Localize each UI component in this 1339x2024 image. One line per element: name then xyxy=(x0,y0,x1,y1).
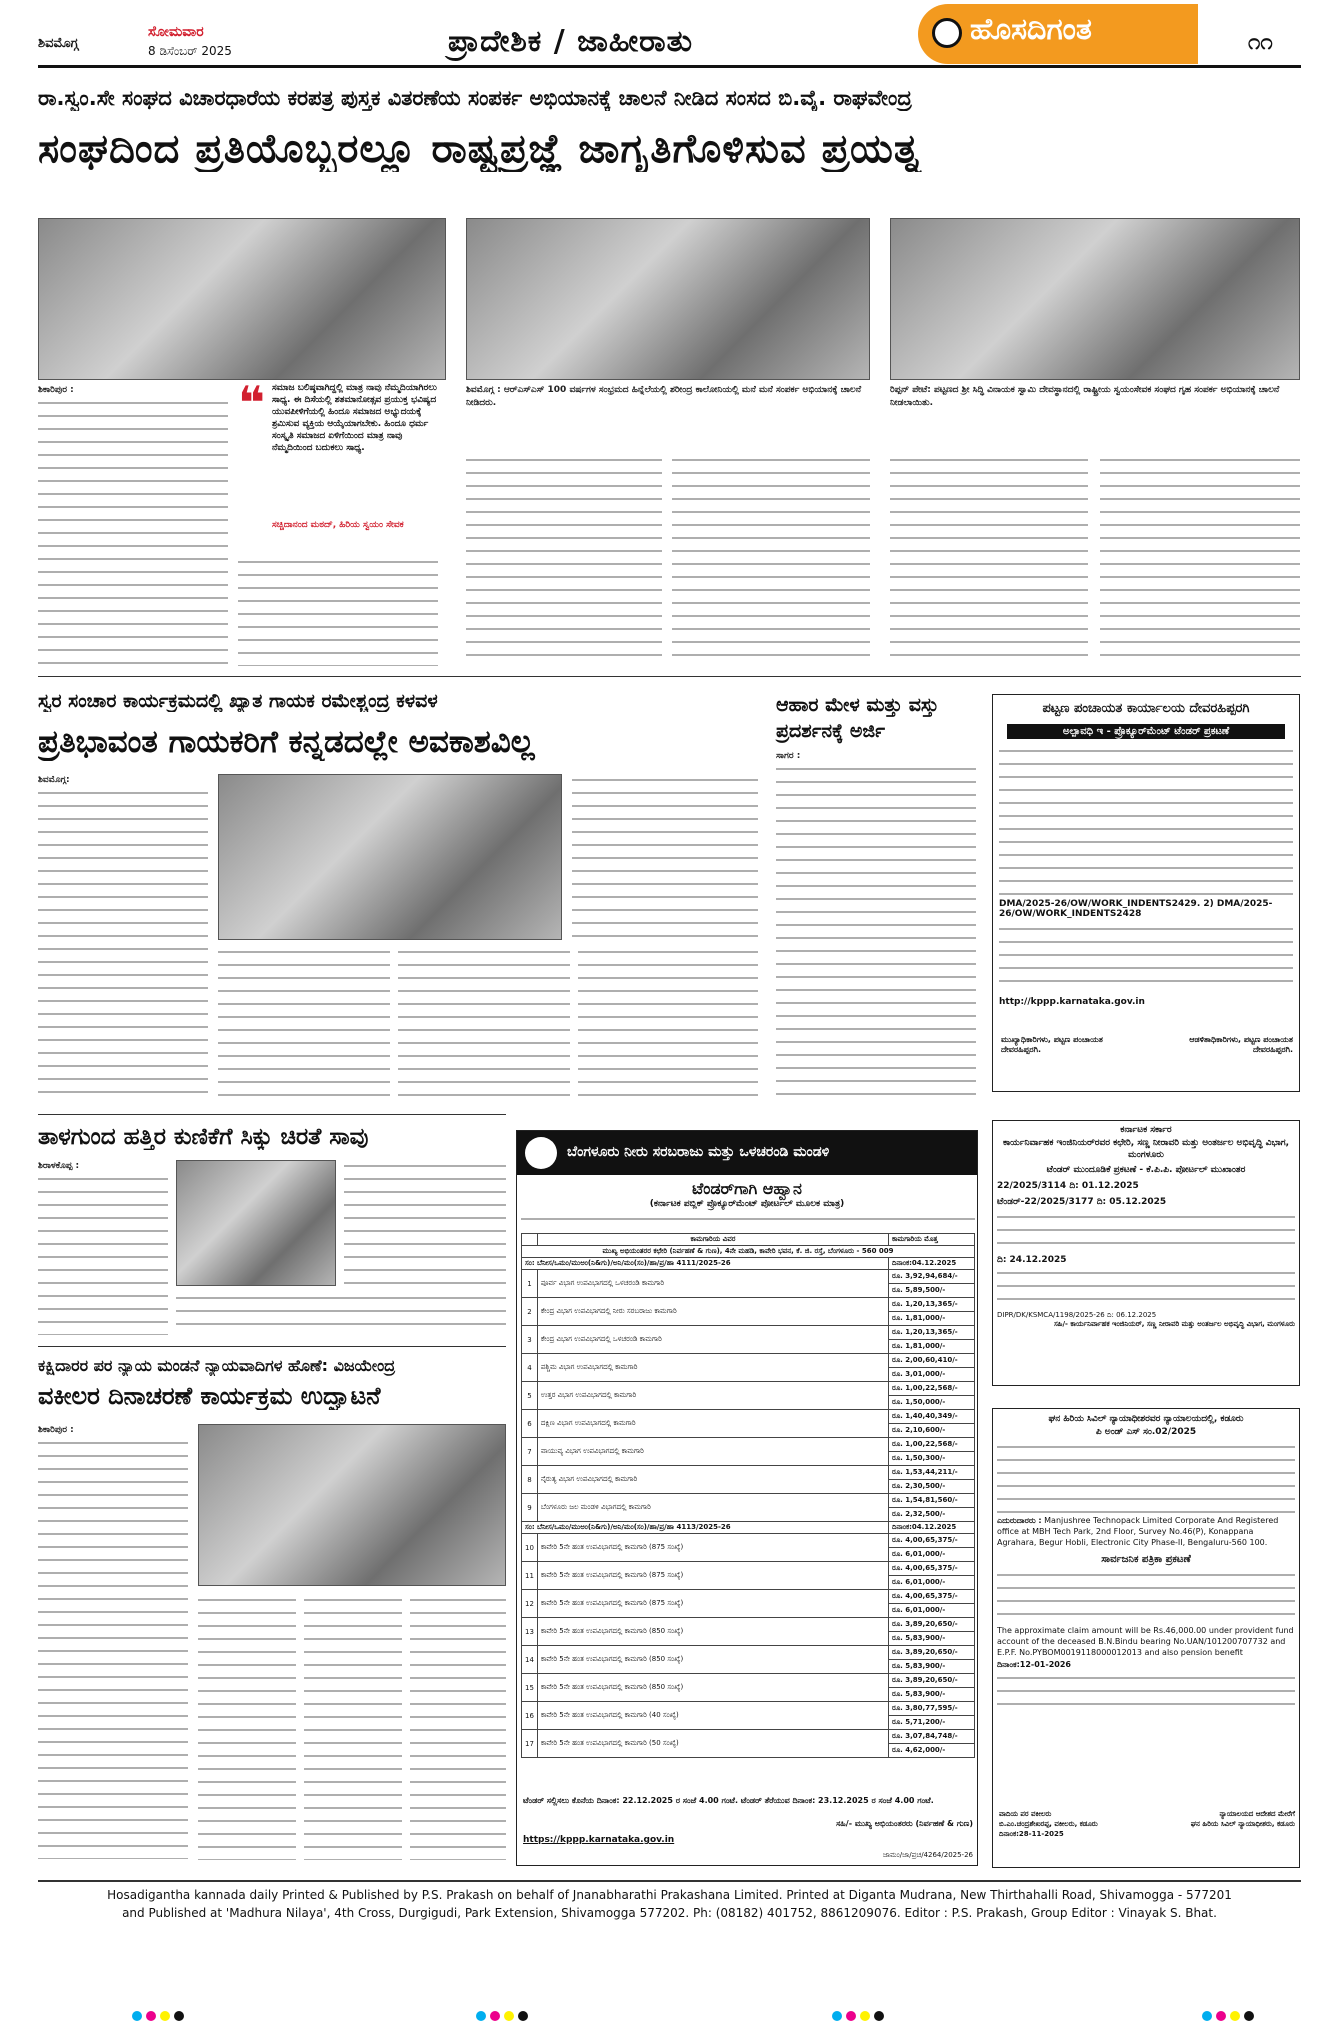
row-emd: ರೂ. 5,83,900/- xyxy=(889,1632,975,1646)
row-description: ದಕ್ಷಿಣ ವಿಭಾಗ ಉಪವಿಭಾಗದಲ್ಲಿ ಕಾಮಗಾರಿ xyxy=(537,1410,888,1438)
row-emd: ರೂ. 5,71,200/- xyxy=(889,1716,975,1730)
court-sign-left-name: ಬಿ.ಎಂ.ಚಂದ್ರಶೇಖರಪ್ಪ, ವಕೀಲರು, ಕಡೂರು xyxy=(999,1820,1098,1828)
govt-office: ಕಾರ್ಯನಿರ್ವಾಹಕ ಇಂಜಿನಿಯರ್‌ರವರ ಕಛೇರಿ, ಸಣ್ಣ ನೀರಾವರಿ ಮತ್ತು ಅಂತರ್ಜಲ ಅಭಿವೃದ್ಧಿ ವಿಭಾಗ, ಮಂಗಳೂರು xyxy=(1002,1138,1290,1160)
court-sign-left xyxy=(999,1809,1139,1839)
court-sign-left-date: ದಿನಾಂಕ:28-11-2025 xyxy=(999,1830,1064,1838)
row-amount: ರೂ. 1,53,44,211/- xyxy=(889,1466,975,1480)
row-description: ಕಾವೇರಿ 5ನೇ ಹಂತ ಉಪವಿಭಾಗದಲ್ಲಿ ಕಾಮಗಾರಿ (875 ಸಂಖ್ಯೆ) xyxy=(537,1590,888,1618)
singer-col4 xyxy=(398,946,570,1104)
row-amount: ರೂ. 3,07,84,748/- xyxy=(889,1730,975,1744)
bwssb-title: ಟೆಂಡರ್‌ಗಾಗಿ ಆಹ್ವಾನ xyxy=(692,1179,802,1198)
tender-notice-sign-left: ಮುಖ್ಯಾಧಿಕಾರಿಗಳು, ಪಟ್ಟಣ ಪಂಚಾಯತ ದೇವರಹಿಪ್ಪರಗಿ. xyxy=(1001,1035,1103,1054)
quote-mark-icon: ❝ xyxy=(238,376,265,430)
row-emd: ರೂ. 5,89,500/- xyxy=(889,1284,975,1298)
tender-notice-subtitle: ಅಲ್ಪಾವಧಿ ಇ - ಪ್ರೊಕ್ಯೂರ್‌ಮೆಂಟ್ ಟೆಂಡರ್ ಪ್ರಕಟಣೆ xyxy=(1007,724,1285,739)
table-row xyxy=(522,1674,975,1688)
row-amount: ರೂ. 4,00,65,375/- xyxy=(889,1590,975,1604)
court-sign-right-name: ಘನ ಹಿರಿಯ ಸಿವಿಲ್ ನ್ಯಾಯಾಧೀಶರು, ಕಡೂರು xyxy=(1190,1820,1295,1828)
lead-photo-left xyxy=(38,218,446,380)
page-number: ೧೧ xyxy=(1248,30,1273,55)
row-description: ಕಾವೇರಿ 5ನೇ ಹಂತ ಉಪವಿಭಾಗದಲ್ಲಿ ಕಾಮಗಾರಿ (875 ಸಂಖ್ಯೆ) xyxy=(537,1534,888,1562)
bwssb-office: ಮುಖ್ಯ ಅಭಿಯಂತರರ ಕಛೇರಿ (ನಿರ್ವಹಣೆ & ಗುಣ), 4ನೇ ಮಹಡಿ, ಕಾವೇರಿ ಭವನ, ಕೆ. ಜಿ. ರಸ್ತೆ, ಬೆಂಗಳೂರು - 560 009 xyxy=(522,1246,975,1258)
lawyers-col1 xyxy=(38,1424,188,1860)
table-group-row xyxy=(522,1522,975,1534)
table-row xyxy=(522,1326,975,1340)
bwssb-emblem-icon xyxy=(525,1137,557,1169)
lead-quote-author: ಸಚ್ಚಿದಾನಂದ ಮಠದ್, ಹಿರಿಯ ಸ್ವಯಂ ಸೇವಕ xyxy=(272,520,404,530)
court-name: ಘನ ಹಿರಿಯ ಸಿವಿಲ್ ನ್ಯಾಯಾಧೀಶರವರ ನ್ಯಾಯಾಲಯದಲ್ಲಿ, ಕಡೂರು xyxy=(1048,1414,1244,1424)
row-number: 6 xyxy=(522,1410,538,1438)
row-number: 5 xyxy=(522,1382,538,1410)
row-amount: ರೂ. 1,54,81,560/- xyxy=(889,1494,975,1508)
row-emd: ರೂ. 6,01,000/- xyxy=(889,1604,975,1618)
lawyers-dateline: ಶಿಕಾರಿಪುರ : xyxy=(38,1425,74,1435)
row-amount: ರೂ. 1,20,13,365/- xyxy=(889,1298,975,1312)
table-row xyxy=(522,1534,975,1548)
row-amount: ರೂ. 1,40,40,349/- xyxy=(889,1410,975,1424)
day-label: ಸೋಮವಾರ xyxy=(148,24,204,40)
singer-kicker: ಸ್ವರ ಸಂಚಾರ ಕಾರ್ಯಕ್ರಮದಲ್ಲಿ ಖ್ಯಾತ ಗಾಯಕ ರಮೇಶ್ಚಂದ್ರ ಕಳವಳ xyxy=(38,690,438,712)
logo-emblem-icon xyxy=(932,18,962,48)
group-date: ದಿನಾಂಕ:04.12.2025 xyxy=(889,1522,975,1534)
row-amount: ರೂ. 3,92,94,684/- xyxy=(889,1270,975,1284)
row-emd: ರೂ. 3,01,000/- xyxy=(889,1368,975,1382)
registration-marks xyxy=(474,2006,530,2024)
food-headline: ಆಹಾರ ಮೇಳ ಮತ್ತು ವಸ್ತು ಪ್ರದರ್ಶನಕ್ಕೆ ಅರ್ಜಿ xyxy=(776,694,939,742)
bwssb-header xyxy=(517,1131,977,1175)
row-description: ಉತ್ತರ ವಿಭಾಗ ಉಪವಿಭಾಗದಲ್ಲಿ ಕಾಮಗಾರಿ xyxy=(537,1382,888,1410)
row-description: ಕಾವೇರಿ 5ನೇ ಹಂತ ಉಪವಿಭಾಗದಲ್ಲಿ ಕಾಮಗಾರಿ (875 ಸಂಖ್ಯೆ) xyxy=(537,1562,888,1590)
row-description: ನೈರುತ್ಯ ವಿಭಾಗ ಉಪವಿಭಾಗದಲ್ಲಿ ಕಾಮಗಾರಿ xyxy=(537,1466,888,1494)
govt-ref-code: DIPR/DK/KSMCA/1198/2025-26 ದಿ: 06.12.2025 xyxy=(997,1311,1157,1319)
row-amount: ರೂ. 1,20,13,365/- xyxy=(889,1326,975,1340)
row-description: ಕೇಂದ್ರ ವಿಭಾಗ ಉಪವಿಭಾಗದಲ್ಲಿ ಒಳಚರಂಡಿ ಕಾಮಗಾರಿ xyxy=(537,1326,888,1354)
divider xyxy=(38,1114,506,1115)
govt-ref1: 22/2025/3114 ದಿ: 01.12.2025 xyxy=(997,1181,1139,1191)
bwssb-deadline: ಟೆಂಡರ್ ಸಲ್ಲಿಸಲು ಕೊನೆಯ ದಿನಾಂಕ: 22.12.2025 ರ ಸಂಜೆ 4.00 ಗಂಟೆ. ಟೆಂಡರ್ ತೆರೆಯುವ ದಿನಾಂಕ: 23.12.2025 ರ ಸಂಜೆ 4.00 ಗಂಟೆ. xyxy=(523,1796,934,1805)
tender-notice-portal[interactable]: http://kppp.karnataka.gov.in xyxy=(999,997,1145,1007)
lead-col4 xyxy=(672,454,870,666)
govt-signature: ಸಹಿ/- ಕಾರ್ಯನಿರ್ವಾಹಕ ಇಂಜಿನಿಯರ್, ಸಣ್ಣ ನೀರಾವರಿ ಮತ್ತು ಅಂತರ್ಜಲ ಅಭಿವೃದ್ಧಿ ವಿಭಾಗ, ಮಂಗಳೂರು xyxy=(1053,1320,1295,1328)
imprint-line1: Hosadigantha kannada daily Printed & Published by P.S. Prakash on behalf of Jnanabharathi Prakashana Limited. Printed at Diganta Mudrana, New Thirthahalli Road, Shivamogga - 577201 xyxy=(107,1888,1232,1902)
row-emd: ರೂ. 5,83,900/- xyxy=(889,1660,975,1674)
row-amount: ರೂ. 3,89,20,650/- xyxy=(889,1646,975,1660)
row-description: ಕಾವೇರಿ 5ನೇ ಹಂತ ಉಪವಿಭಾಗದಲ್ಲಿ ಕಾಮಗಾರಿ (850 ಸಂಖ್ಯೆ) xyxy=(537,1618,888,1646)
tender-notice-refs: DMA/2025-26/OW/WORK_INDENTS2429. 2) DMA/2025-26/OW/WORK_INDENTS2428 xyxy=(999,899,1273,919)
row-description: ಪಶ್ಚಿಮ ವಿಭಾಗ ಉಪವಿಭಾಗದಲ್ಲಿ ಕಾಮಗಾರಿ xyxy=(537,1354,888,1382)
group-ref: ಸಂ: ಬೆನೀಸ/ಒಮಂ/ಮುಅಂ(ನಿ&ಗು)/ಅನಿ/ಮಂ(ಸಂ)/ಹಾ/ಪ್ರ/ಹಾ 4113/2025-26 xyxy=(522,1522,889,1534)
row-amount: ರೂ. 3,89,20,650/- xyxy=(889,1618,975,1632)
leopard-dateline: ಶಿರಾಳಕೊಪ್ಪ : xyxy=(38,1161,80,1171)
row-description: ಕಾವೇರಿ 5ನೇ ಹಂತ ಉಪವಿಭಾಗದಲ್ಲಿ ಕಾಮಗಾರಿ (40 ಸಂಖ್ಯೆ) xyxy=(537,1702,888,1730)
govt-org: ಕರ್ನಾಟಕ ಸರ್ಕಾರ xyxy=(1120,1125,1172,1135)
court-claim: The approximate claim amount will be Rs.46,000.00 under provident fund account of the deceased B.N.Bindu bearing No.UAN/101200707732 and E.P.F. No.PYBOM0019118000012013 and also pension benefit xyxy=(997,1626,1294,1657)
row-description: ಕಾವೇರಿ 5ನೇ ಹಂತ ಉಪವಿಭಾಗದಲ್ಲಿ ಕಾಮಗಾರಿ (850 ಸಂಖ್ಯೆ) xyxy=(537,1674,888,1702)
table-row xyxy=(522,1590,975,1604)
row-amount: ರೂ. 1,00,22,568/- xyxy=(889,1382,975,1396)
lead-col2 xyxy=(238,556,438,666)
registration-marks xyxy=(130,2006,186,2024)
row-number: 11 xyxy=(522,1562,538,1590)
singer-headline: ಪ್ರತಿಭಾವಂತ ಗಾಯಕರಿಗೆ ಕನ್ನಡದಲ್ಲೇ ಅವಕಾಶವಿಲ್ಲ xyxy=(38,724,535,760)
date-label: 8 ಡಿಸೆಂಬರ್ 2025 xyxy=(148,44,232,58)
row-description: ಬೆಂಗಳೂರು ಜಲ ಮಂಡಳಿ ವಿಭಾಗದಲ್ಲಿ ಕಾಮಗಾರಿ xyxy=(537,1494,888,1522)
row-emd: ರೂ. 1,50,000/- xyxy=(889,1396,975,1410)
table-row xyxy=(522,1562,975,1576)
lead-dateline: ಶಿಕಾರಿಪುರ : xyxy=(38,385,74,395)
tender-notice xyxy=(992,694,1300,1092)
col-amount: ಕಾಮಗಾರಿಯ ಮೊತ್ತ xyxy=(889,1234,975,1246)
singer-dateline: ಶಿವಮೊಗ್ಗ: xyxy=(38,775,70,785)
row-emd: ರೂ. 2,10,600/- xyxy=(889,1424,975,1438)
row-number: 9 xyxy=(522,1494,538,1522)
row-emd: ರೂ. 6,01,000/- xyxy=(889,1548,975,1562)
leopard-col2 xyxy=(344,1160,506,1286)
govt-date-note: ದಿ: 24.12.2025 xyxy=(997,1255,1067,1265)
lawyers-kicker: ಕಕ್ಷಿದಾರರ ಪರ ನ್ಯಾಯ ಮಂಡನೆ ನ್ಯಾಯವಾದಿಗಳ ಹೊಣೆ: ವಿಜಯೇಂದ್ರ xyxy=(38,1356,396,1375)
bwssb-portal[interactable]: https://kppp.karnataka.gov.in xyxy=(523,1835,675,1845)
row-number: 10 xyxy=(522,1534,538,1562)
govt-title: ಟೆಂಡರ್ ಮುಂದೂಡಿಕೆ ಪ್ರಕಟಣೆ - ಕೆ.ಪಿ.ಪಿ. ಪೋರ್ಟಲ್ ಮುಖಾಂತರ xyxy=(1046,1165,1246,1175)
table-row xyxy=(522,1702,975,1716)
row-description: ಕಾವೇರಿ 5ನೇ ಹಂತ ಉಪವಿಭಾಗದಲ್ಲಿ ಕಾಮಗಾರಿ (50 ಸಂಖ್ಯೆ) xyxy=(537,1730,888,1758)
row-description: ವಾಯುವ್ಯ ವಿಭಾಗ ಉಪವಿಭಾಗದಲ್ಲಿ ಕಾಮಗಾರಿ xyxy=(537,1438,888,1466)
row-description: ಕಾವೇರಿ 5ನೇ ಹಂತ ಉಪವಿಭಾಗದಲ್ಲಿ ಕಾಮಗಾರಿ (850 ಸಂಖ್ಯೆ) xyxy=(537,1646,888,1674)
bwssb-subtitle: (ಕರ್ನಾಟಕ ಪಬ್ಲಿಕ್ ಪ್ರೊಕ್ಯೂರ್‌ಮೆಂಟ್ ಪೋರ್ಟಲ್ ಮೂಲಕ ಮಾತ್ರ) xyxy=(649,1199,845,1209)
table-row xyxy=(522,1270,975,1284)
lawyers-headline: ವಕೀಲರ ದಿನಾಚರಣೆ ಕಾರ್ಯಕ್ರಮ ಉದ್ಘಾಟನೆ xyxy=(38,1382,381,1410)
singer-col2 xyxy=(572,774,758,940)
group-ref: ಸಂ: ಬೆನೀಸ/ಒಮಂ/ಮುಅಂ(ನಿ&ಗು)/ಅನಿ/ಮಂ(ಸಂ)/ಹಾ/ಪ್ರ/ಹಾ 4111/2025-26 xyxy=(522,1258,889,1270)
lawyers-col4 xyxy=(410,1594,506,1860)
court-sign-left-title: ವಾದಿಯ ಪರ ವಕೀಲರು xyxy=(999,1810,1052,1818)
masthead xyxy=(38,12,1301,68)
paper-name: ಹೊಸದಿಗಂತ xyxy=(970,12,1092,47)
table-row xyxy=(522,1410,975,1424)
row-emd: ರೂ. 1,81,000/- xyxy=(889,1312,975,1326)
lawyers-photo xyxy=(198,1424,506,1586)
table-row xyxy=(522,1646,975,1660)
court-sign-right xyxy=(1149,1809,1295,1829)
row-number: 15 xyxy=(522,1674,538,1702)
row-amount: ರೂ. 4,00,65,375/- xyxy=(889,1534,975,1548)
row-number: 13 xyxy=(522,1618,538,1646)
lead-headline: ಸಂಘದಿಂದ ಪ್ರತಿಯೊಬ್ಬರಲ್ಲೂ ರಾಷ್ಟ್ರಪ್ರಜ್ಞೆ ಜಾಗೃತಿಗೊಳಿಸುವ ಪ್ರಯತ್ನ xyxy=(38,126,922,172)
bwssb-signature: ಸಹಿ/- ಮುಖ್ಯ ಅಭಿಯಂತರರು (ನಿರ್ವಹಣೆ & ಗುಣ) xyxy=(836,1819,973,1828)
place-label: ಶಿವಮೊಗ್ಗ xyxy=(38,36,79,51)
table-row xyxy=(522,1382,975,1396)
row-number: 12 xyxy=(522,1590,538,1618)
singer-col1 xyxy=(38,774,208,1104)
section-title: ಪ್ರಾದೇಶಿಕ / ಜಾಹೀರಾತು xyxy=(448,24,694,59)
lead-quote-box xyxy=(238,376,438,550)
row-amount: ರೂ. 3,80,77,595/- xyxy=(889,1702,975,1716)
bwssb-table xyxy=(521,1233,975,1758)
table-row xyxy=(522,1730,975,1744)
table-row xyxy=(522,1354,975,1368)
leopard-headline: ತಾಳಗುಂದ ಹತ್ತಿರ ಕುಣಿಕೆಗೆ ಸಿಕ್ಕು ಚಿರತೆ ಸಾವು xyxy=(38,1124,369,1150)
court-respondent-label: ಎದುರುದಾರರು : xyxy=(997,1516,1042,1525)
lead-col6 xyxy=(1100,454,1300,666)
row-amount: ರೂ. 2,00,60,410/- xyxy=(889,1354,975,1368)
court-respondent: Manjushree Technopack Limited Corporate And Registered office at MBH Tech Park, 2nd Floor, Survey No.46(P), Konappana Agrahara, Begur Hobli, Electronic City Phase-II, Bengaluru-560 100. xyxy=(997,1516,1279,1547)
divider xyxy=(38,1346,506,1347)
lawyers-col2 xyxy=(198,1594,296,1860)
row-emd: ರೂ. 2,30,500/- xyxy=(889,1480,975,1494)
row-description: ಪೂರ್ವ ವಿಭಾಗ ಉಪವಿಭಾಗದಲ್ಲಿ ಒಳಚರಂಡಿ ಕಾಮಗಾರಿ xyxy=(537,1270,888,1298)
leopard-col3 xyxy=(176,1292,506,1336)
row-number: 14 xyxy=(522,1646,538,1674)
lead-col1 xyxy=(38,384,228,666)
table-group-row xyxy=(522,1258,975,1270)
table-row xyxy=(522,1466,975,1480)
lead-photo-right xyxy=(890,218,1300,380)
govt-ref2: ಟೆಂಡರ್-22/2025/3177 ದಿ: 05.12.2025 xyxy=(997,1197,1167,1207)
divider xyxy=(38,676,1301,677)
govt-notice xyxy=(992,1120,1300,1386)
group-date: ದಿನಾಂಕ:04.12.2025 xyxy=(889,1258,975,1270)
row-emd: ರೂ. 1,81,000/- xyxy=(889,1340,975,1354)
row-emd: ರೂ. 1,50,300/- xyxy=(889,1452,975,1466)
row-emd: ರೂ. 2,32,500/- xyxy=(889,1508,975,1522)
registration-marks xyxy=(1200,2006,1256,2024)
row-number: 17 xyxy=(522,1730,538,1758)
row-amount: ರೂ. 3,89,20,650/- xyxy=(889,1674,975,1688)
table-row xyxy=(522,1494,975,1508)
singer-photo xyxy=(218,774,562,940)
food-dateline: ಸಾಗರ : xyxy=(776,751,801,761)
leopard-col1 xyxy=(38,1160,168,1336)
court-hearing-date: ದಿನಾಂಕ:12-01-2026 xyxy=(997,1660,1071,1669)
table-row xyxy=(522,1298,975,1312)
tender-notice-sign-right: ಆಡಳಿತಾಧಿಕಾರಿಗಳು, ಪಟ್ಟಣ ಪಂಚಾಯತ ದೇವರಹಿಪ್ಪರಗಿ. xyxy=(1189,1035,1293,1054)
lead-caption-middle: ಶಿವಮೊಗ್ಗ : ಆರ್‌ಎಸ್‌ಎಸ್ 100 ವರ್ಷಗಳ ಸಂಭ್ರಮದ ಹಿನ್ನೆಲೆಯಲ್ಲಿ ಶರೀಂದ್ರ ಕಾಲೋನಿಯಲ್ಲಿ ಮನೆ ಮನೆ ಸಂಪರ್ಕ ಅಭಿಯಾನಕ್ಕೆ ಚಾಲನೆ ನೀಡಿದರು. xyxy=(466,385,862,408)
tender-notice-title: ಪಟ್ಟಣ ಪಂಚಾಯತ ಕಾರ್ಯಾಲಯ ದೇವರಹಿಪ್ಪರಗಿ xyxy=(1042,701,1250,716)
lead-col5 xyxy=(890,454,1088,666)
singer-col5 xyxy=(578,946,758,1104)
row-emd: ರೂ. 5,83,900/- xyxy=(889,1688,975,1702)
row-amount: ರೂ. 1,00,22,568/- xyxy=(889,1438,975,1452)
paper-logo xyxy=(918,4,1198,64)
divider xyxy=(38,1880,1301,1882)
court-case: ಪಿ ಅಂಡ್ ಎಸ್ ಸಂ.02/2025 xyxy=(1095,1427,1197,1437)
bwssb-tender xyxy=(516,1130,978,1866)
row-emd: ರೂ. 6,01,000/- xyxy=(889,1576,975,1590)
row-number: 2 xyxy=(522,1298,538,1326)
singer-col3 xyxy=(218,946,390,1104)
lead-caption-right: ರಿಪ್ಪನ್ ಪೇಟೆ: ಪಟ್ಟಣದ ಶ್ರೀ ಸಿದ್ಧಿ ವಿನಾಯಕ ಸ್ವಾಮಿ ದೇವಸ್ಥಾನದಲ್ಲಿ ರಾಷ್ಟ್ರೀಯ ಸ್ವಯಂಸೇವಕ ಸಂಘದ ಗೃಹ ಸಂಪರ್ಕ ಅಭಿಯಾನಕ್ಕೆ ಚಾಲನೆ ನೀಡಲಾಯಿತು. xyxy=(890,385,1280,408)
col-no xyxy=(522,1234,538,1246)
row-number: 16 xyxy=(522,1702,538,1730)
bwssb-ref: ಜಾಮಂ/ಜಾ/ಪ್ರಚ/4264/2025-26 xyxy=(882,1851,973,1859)
col-work: ಕಾಮಗಾರಿಯ ವಿವರ xyxy=(537,1234,888,1246)
table-row xyxy=(522,1438,975,1452)
row-amount: ರೂ. 4,00,65,375/- xyxy=(889,1562,975,1576)
row-number: 7 xyxy=(522,1438,538,1466)
lead-kicker: ರಾ.ಸ್ವಂ.ಸೇ ಸಂಘದ ವಿಚಾರಧಾರೆಯ ಕರಪತ್ರ ಪುಸ್ತಕ ವಿತರಣೆಯ ಸಂಪರ್ಕ ಅಭಿಯಾನಕ್ಕೆ ಚಾಲನೆ ನೀಡಿದ ಸಂಸದ ಬಿ.ವೈ. ರಾಘವೇಂದ್ರ xyxy=(38,86,912,110)
table-row xyxy=(522,1618,975,1632)
row-number: 4 xyxy=(522,1354,538,1382)
row-number: 3 xyxy=(522,1326,538,1354)
row-description: ಕೇಂದ್ರ ವಿಭಾಗ ಉಪವಿಭಾಗದಲ್ಲಿ ನೀರು ಸರಬರಾಜು ಕಾಮಗಾರಿ xyxy=(537,1298,888,1326)
leopard-photo xyxy=(176,1160,336,1286)
lead-col3 xyxy=(466,454,662,666)
registration-marks xyxy=(830,2006,886,2024)
food-col1 xyxy=(776,750,976,1104)
court-notice xyxy=(992,1408,1300,1868)
lawyers-col3 xyxy=(304,1594,402,1860)
court-notice-title: ಸಾರ್ವಜನಿಕ ಪತ್ರಿಕಾ ಪ್ರಕಟಣೆ xyxy=(1101,1554,1191,1565)
lead-quote: ಸಮಾಜ ಬಲಿಷ್ಠವಾಗಿದ್ದಲ್ಲಿ ಮಾತ್ರ ನಾವು ನೆಮ್ಮದಿಯಾಗಿರಲು ಸಾಧ್ಯ. ಈ ದಿಸೆಯಲ್ಲಿ ಶತಮಾನೋತ್ಸವ ಪ್ರಯುಕ್ತ ಭವಿಷ್ಯದ ಯುವಪೀಳಿಗೆಯಲ್ಲಿ ಹಿಂದೂ ಸಮಾಜದ ಅಭ್ಯುದಯಕ್ಕೆ ಶ್ರಮಿಸುವ ವ್ಯಕ್ತಿಯ ಆಯ್ಕೆಯಾಗಬೇಕು. ಹಿಂದೂ ಧರ್ಮ ಸಂಸ್ಕೃತಿ ಸಮಾಜದ ಏಳಿಗೆಯಿಂದ ಮಾತ್ರ ನಾವು ನೆಮ್ಮದಿಯಿಂದ ಬದುಕಲು ಸಾಧ್ಯ. xyxy=(272,383,437,453)
row-number: 1 xyxy=(522,1270,538,1298)
imprint-line2: and Published at 'Madhura Nilaya', 4th Cross, Durgigudi, Park Extension, Shivamogga 577202. Ph: (08182) 401752, 8861209076. Editor : P.S. Prakash, Group Editor : Vinayak S. Bhat. xyxy=(122,1906,1217,1920)
lead-photo-middle xyxy=(466,218,870,380)
court-sign-right-title: ನ್ಯಾಯಾಲಯದ ಆದೇಶದ ಮೇರೆಗೆ xyxy=(1219,1810,1295,1818)
bwssb-org: ಬೆಂಗಳೂರು ನೀರು ಸರಬರಾಜು ಮತ್ತು ಒಳಚರಂಡಿ ಮಂಡಳಿ xyxy=(567,1144,830,1160)
row-emd: ರೂ. 4,62,000/- xyxy=(889,1744,975,1758)
row-number: 8 xyxy=(522,1466,538,1494)
tender-notice-body xyxy=(999,745,1293,895)
